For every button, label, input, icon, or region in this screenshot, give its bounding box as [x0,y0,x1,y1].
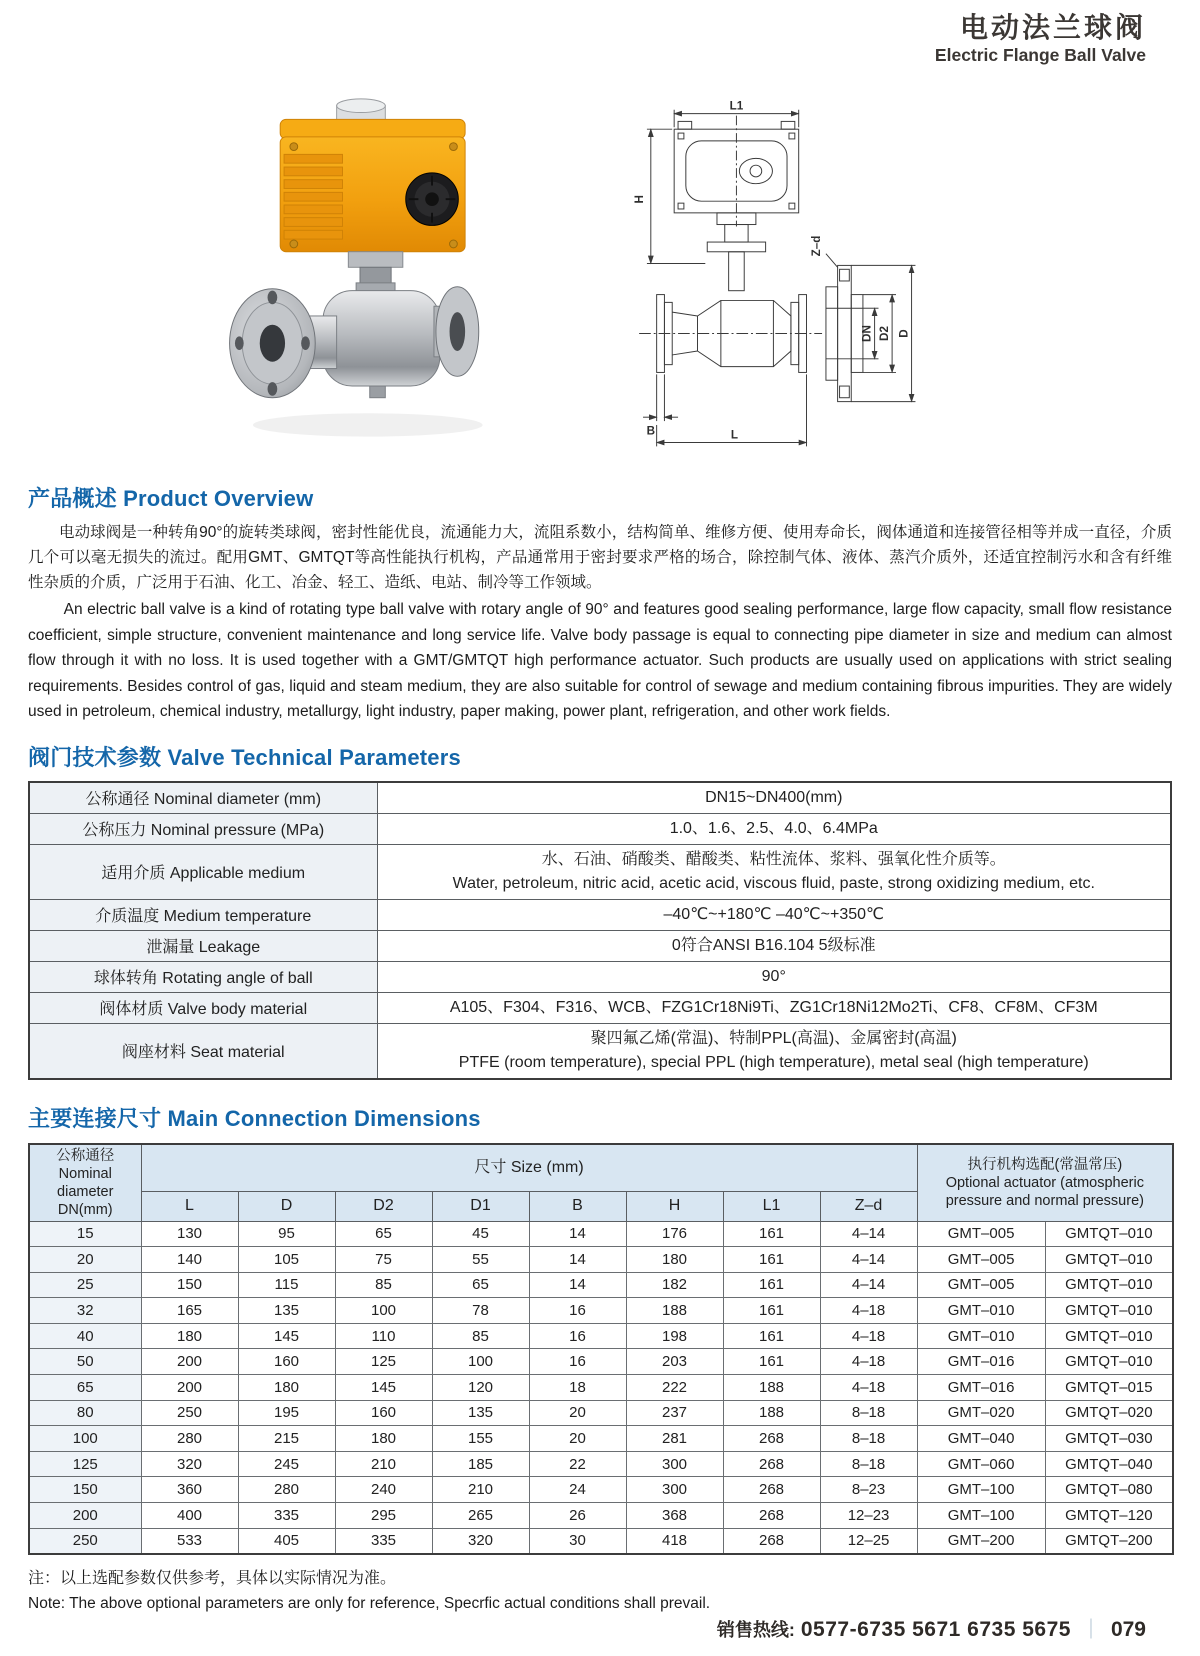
dim-label-b: B [646,424,656,438]
dimension-row [29,1503,1173,1529]
dimension-cell: 295 [335,1503,432,1529]
dimension-cell: 120 [432,1375,529,1401]
dimension-cell: 26 [529,1503,626,1529]
dimension-cell: 161 [723,1323,820,1349]
dim-label-l1: L1 [729,100,744,113]
dimension-cell: 85 [335,1272,432,1298]
page-number: 079 [1110,1618,1146,1641]
dimension-cell: GMTQT–020 [1045,1400,1173,1426]
param-value [377,992,1171,1023]
dimension-cell: 281 [626,1426,723,1452]
dimension-cell: 161 [723,1221,820,1247]
dimension-cell: 14 [529,1272,626,1298]
dimension-cell: 8–18 [820,1426,917,1452]
dimension-row [29,1451,1173,1477]
dimensions-table [28,1143,1174,1555]
param-label: 适用介质 Applicable medium [29,844,377,899]
param-value [377,782,1171,814]
dimension-cell: 195 [238,1400,335,1426]
dimension-cell: 300 [626,1451,723,1477]
size-column-header: D1 [432,1191,529,1221]
param-label: 公称压力 Nominal pressure (MPa) [29,813,377,844]
tech-param-row [29,899,1171,930]
param-value-line: –40℃~+180℃ –40℃~+350℃ [663,905,884,923]
dimension-cell: 161 [723,1272,820,1298]
nominal-diameter-header [29,1144,141,1222]
dimension-cell: 320 [432,1528,529,1554]
dimension-row [29,1477,1173,1503]
dn-cell: 150 [29,1477,141,1503]
tech-param-row [29,961,1171,992]
dimension-cell: 135 [432,1400,529,1426]
overview-heading: 产品概述 Product Overview [28,486,314,511]
param-label: 公称通径 Nominal diameter (mm) [29,782,377,814]
dimension-cell: GMT–020 [917,1400,1045,1426]
dimension-cell: 4–18 [820,1375,917,1401]
dn-cell: 200 [29,1503,141,1529]
actuator-header-en: Optional actuator (atmospheric pressure and normal pressure) [945,1174,1144,1209]
dimension-cell: 20 [529,1400,626,1426]
dimension-cell: 4–18 [820,1298,917,1324]
dimension-cell: 78 [432,1298,529,1324]
dimension-cell: 180 [626,1247,723,1273]
dimension-cell: GMT–100 [917,1477,1045,1503]
dn-cell: 40 [29,1323,141,1349]
size-column-header: L1 [723,1191,820,1221]
dimension-drawing [622,100,954,460]
param-value [377,961,1171,992]
tech-param-row [29,813,1171,844]
dimension-cell: GMT–005 [917,1247,1045,1273]
dimension-cell: 268 [723,1528,820,1554]
size-column-header: H [626,1191,723,1221]
hotline-numbers: 0577-6735 5671 6735 5675 [800,1618,1071,1641]
dimension-cell: GMT–005 [917,1221,1045,1247]
dimension-cell: 265 [432,1503,529,1529]
dimension-cell: 145 [335,1375,432,1401]
dimensions-heading: 主要连接尺寸 Main Connection Dimensions [28,1105,481,1131]
param-value [377,844,1171,899]
dimension-row [29,1272,1173,1298]
tech-params-heading: 阀门技术参数 Valve Technical Parameters [28,744,461,770]
dn-cell: 20 [29,1247,141,1273]
dn-cell: 25 [29,1272,141,1298]
dimension-cell: 115 [238,1272,335,1298]
dimension-cell: GMTQT–120 [1045,1503,1173,1529]
nominal-diameter-unit: DN(mm) [57,1201,113,1218]
param-value-line: 1.0、1.6、2.5、4.0、6.4MPa [669,819,878,837]
dimension-cell: GMTQT–015 [1045,1375,1173,1401]
dimension-cell: 210 [432,1477,529,1503]
size-column-header: L [141,1191,238,1221]
hotline-label: 销售热线: [716,1620,795,1640]
dimension-cell: 105 [238,1247,335,1273]
tech-param-row [29,844,1171,899]
dn-cell: 125 [29,1451,141,1477]
actuator-header-zh: 执行机构选配(常温常压) [967,1156,1123,1173]
dimension-cell: GMTQT–010 [1045,1247,1173,1273]
note-zh: 注：以上选配参数仅供参考，具体以实际情况为准。 [28,1569,397,1587]
dimension-cell: GMTQT–010 [1045,1298,1173,1324]
page-header [28,12,1172,66]
dimension-cell: 20 [529,1426,626,1452]
dimension-cell: 203 [626,1349,723,1375]
dimension-cell: 16 [529,1298,626,1324]
dimension-cell: GMT–100 [917,1503,1045,1529]
size-column-header: D2 [335,1191,432,1221]
overview-paragraph-zh: 电动球阀是一种转角90°的旋转类球阀，密封性能优良，流通能力大，流阻系数小，结构简单、维修方便、使用寿命长，阀体通道和连接管径相等并成一直径，介质几个可以毫无损失的流过。配用GMT、GMTQT等高性能执行机构，产品通常用于密封要求严格的场合，除控制气体、液体、蒸汽介质外，还适宜控制污水和含有纤维性杂质的介质，广泛用于石油、化工、冶金、轻工、造纸、电站、制冷等工作领域。 [28,524,1172,591]
param-label: 阀体材质 Valve body material [29,992,377,1023]
param-value-line: 水、石油、硝酸类、醋酸类、粘性流体、浆料、强氧化性介质等。 [541,850,1006,868]
param-label: 泄漏量 Leakage [29,930,377,961]
dimension-cell: 150 [141,1272,238,1298]
dimension-row [29,1323,1173,1349]
dimension-cell: 8–23 [820,1477,917,1503]
dimension-cell: GMTQT–010 [1045,1221,1173,1247]
dimension-cell: 180 [335,1426,432,1452]
dimension-cell: 12–23 [820,1503,917,1529]
page-title-en: Electric Flange Ball Valve [934,45,1146,65]
dim-label-d: D [897,329,911,338]
dimension-cell: 245 [238,1451,335,1477]
tech-param-row [29,1023,1171,1079]
dimension-row [29,1298,1173,1324]
dimension-cell: 161 [723,1349,820,1375]
dimension-cell: GMTQT–040 [1045,1451,1173,1477]
dn-cell: 32 [29,1298,141,1324]
dimension-cell: 155 [432,1426,529,1452]
dimension-cell: GMTQT–010 [1045,1323,1173,1349]
param-value-line: Water, petroleum, nitric acid, acetic acid, viscous fluid, paste, strong oxidizing medium, etc. [452,874,1095,892]
dimension-cell: 55 [432,1247,529,1273]
dimension-cell: 198 [626,1323,723,1349]
dimension-cell: 188 [723,1400,820,1426]
dimension-cell: 24 [529,1477,626,1503]
dimension-cell: 182 [626,1272,723,1298]
param-label: 阀座材料 Seat material [29,1023,377,1079]
dim-label-zd: Z–d [810,235,824,257]
dimension-cell: 185 [432,1451,529,1477]
dim-label-l: L [730,428,739,442]
dimension-cell: 100 [335,1298,432,1324]
dimension-cell: GMTQT–010 [1045,1272,1173,1298]
dimension-cell: 268 [723,1451,820,1477]
dimension-cell: 4–18 [820,1323,917,1349]
param-value [377,1023,1171,1079]
param-value [377,930,1171,961]
dimension-cell: 300 [626,1477,723,1503]
nominal-diameter-en: Nominal diameter [57,1165,114,1200]
dimension-row [29,1221,1173,1247]
dimension-cell: GMTQT–200 [1045,1528,1173,1554]
size-column-header: B [529,1191,626,1221]
dimension-cell: 95 [238,1221,335,1247]
dimension-cell: 45 [432,1221,529,1247]
dimension-cell: GMT–040 [917,1426,1045,1452]
dimension-cell: 22 [529,1451,626,1477]
page-title-zh: 电动法兰球阀 [959,12,1146,43]
param-value [377,813,1171,844]
dimension-cell: 280 [238,1477,335,1503]
dimension-cell: GMT–016 [917,1375,1045,1401]
dimension-cell: 160 [335,1400,432,1426]
dimension-cell: 368 [626,1503,723,1529]
dimension-cell: 360 [141,1477,238,1503]
dimension-cell: 188 [723,1375,820,1401]
dimension-row [29,1528,1173,1554]
dimension-row [29,1349,1173,1375]
dimension-cell: 161 [723,1247,820,1273]
dimension-cell: GMT–010 [917,1323,1045,1349]
dimension-cell: 280 [141,1426,238,1452]
dimension-cell: 65 [432,1272,529,1298]
dimension-cell: 335 [335,1528,432,1554]
valve-photo-illustration [214,96,506,460]
param-value-line: 0符合ANSI B16.104 5级标准 [671,936,876,954]
dimension-cell: 176 [626,1221,723,1247]
footer-separator: ｜ [1080,1619,1101,1641]
dimension-cell: 12–25 [820,1528,917,1554]
nominal-diameter-zh: 公称通径 [56,1147,115,1164]
dimension-cell: 18 [529,1375,626,1401]
dimension-cell: 418 [626,1528,723,1554]
dimension-cell: 250 [141,1400,238,1426]
dim-label-d2: D2 [878,326,892,341]
dn-cell: 250 [29,1528,141,1554]
dimension-cell: GMTQT–030 [1045,1426,1173,1452]
param-value-line: A105、F304、F316、WCB、FZG1Cr18Ni9Ti、ZG1Cr18Ni12Mo2Ti、CF8、CF8M、CF3M [449,998,1098,1016]
dimension-cell: 65 [335,1221,432,1247]
dimension-cell: 16 [529,1349,626,1375]
dn-cell: 100 [29,1426,141,1452]
dimension-cell: 8–18 [820,1400,917,1426]
actuator-group-header [917,1144,1173,1222]
dn-cell: 65 [29,1375,141,1401]
figures-row [28,96,1172,464]
dimension-cell: 8–18 [820,1451,917,1477]
dimension-cell: 125 [335,1349,432,1375]
dimension-cell: 200 [141,1375,238,1401]
overview-paragraph-en: An electric ball valve is a kind of rotating type ball valve with rotary angle of 90° and features good sealing performance, large flow capacity, small flow resistance coefficient, simple structure, convenient maintenance and long service life. Valve body passage is equal to connecting pipe diameter in size and medium can almost flow through it with no loss. It is used together with a GMT/GMTQT high performance actuator. Such products are usually used on applications with strict sealing requirements. Besides control of gas, liquid and steam medium, they are also suitable for control of sewage and medium containing fibrous impurities. They are widely used in petroleum, chemical industry, metallurgy, light industry, paper making, power plant, refrigeration, and other work fields. [28,601,1172,720]
dimension-cell: 215 [238,1426,335,1452]
dimension-cell: 4–18 [820,1349,917,1375]
dimension-cell: 140 [141,1247,238,1273]
size-column-header: Z–d [820,1191,917,1221]
param-value [377,899,1171,930]
dimension-row [29,1375,1173,1401]
dimension-cell: 240 [335,1477,432,1503]
dimension-cell: 200 [141,1349,238,1375]
param-label: 球体转角 Rotating angle of ball [29,961,377,992]
dimension-cell: 405 [238,1528,335,1554]
dimension-cell: 222 [626,1375,723,1401]
dimension-cell: 100 [432,1349,529,1375]
page-footer [717,1613,1146,1642]
dim-label-dn: DN [860,325,874,342]
tech-param-row [29,782,1171,814]
dimension-row [29,1426,1173,1452]
dimension-cell: 16 [529,1323,626,1349]
dimension-cell: 4–14 [820,1247,917,1273]
dimension-cell: GMTQT–010 [1045,1349,1173,1375]
dimension-row [29,1247,1173,1273]
tech-param-row [29,930,1171,961]
dimension-cell: 160 [238,1349,335,1375]
size-group-header: 尺寸 Size (mm) [141,1144,917,1192]
dn-cell: 15 [29,1221,141,1247]
dimension-cell: 400 [141,1503,238,1529]
dimension-cell: 180 [141,1323,238,1349]
dimension-cell: 4–14 [820,1221,917,1247]
dimension-cell: 268 [723,1503,820,1529]
dimension-cell: 268 [723,1477,820,1503]
dimension-cell: GMT–200 [917,1528,1045,1554]
note-en: Note: The above optional parameters are only for reference, Specrfic actual conditions shall prevail. [28,1594,711,1612]
dimension-cell: 210 [335,1451,432,1477]
dimension-cell: 14 [529,1247,626,1273]
dimension-cell: 110 [335,1323,432,1349]
dimension-row [29,1400,1173,1426]
dimension-cell: 180 [238,1375,335,1401]
tech-params-table [28,781,1172,1080]
tech-param-row [29,992,1171,1023]
param-value-line: 聚四氟乙烯(常温)、特制PPL(高温)、金属密封(高温) [590,1029,957,1047]
dimension-cell: 4–14 [820,1272,917,1298]
dimension-cell: 320 [141,1451,238,1477]
dimension-cell: GMT–005 [917,1272,1045,1298]
param-value-line: PTFE (room temperature), special PPL (high temperature), metal seal (high temperature) [458,1053,1089,1071]
dimension-cell: 130 [141,1221,238,1247]
dimension-cell: 30 [529,1528,626,1554]
dims-header-row-1 [29,1144,1173,1192]
param-value-line: 90° [761,967,786,985]
dimension-cell: GMT–016 [917,1349,1045,1375]
product-photo [214,96,506,460]
dimension-cell: 268 [723,1426,820,1452]
dimension-cell: 161 [723,1298,820,1324]
dimension-cell: 237 [626,1400,723,1426]
dimension-cell: 165 [141,1298,238,1324]
dimension-cell: 188 [626,1298,723,1324]
dimension-cell: GMTQT–080 [1045,1477,1173,1503]
dimension-cell: 85 [432,1323,529,1349]
technical-drawing [622,100,954,460]
dimension-cell: 14 [529,1221,626,1247]
size-column-header: D [238,1191,335,1221]
param-label: 介质温度 Medium temperature [29,899,377,930]
dimension-cell: GMT–010 [917,1298,1045,1324]
dimension-cell: 135 [238,1298,335,1324]
dimension-cell: GMT–060 [917,1451,1045,1477]
dim-label-h: H [633,195,647,204]
dimension-cell: 145 [238,1323,335,1349]
dn-cell: 50 [29,1349,141,1375]
param-value-line: DN15~DN400(mm) [705,788,843,806]
dn-cell: 80 [29,1400,141,1426]
dimension-cell: 75 [335,1247,432,1273]
dimension-cell: 533 [141,1528,238,1554]
dimension-cell: 335 [238,1503,335,1529]
